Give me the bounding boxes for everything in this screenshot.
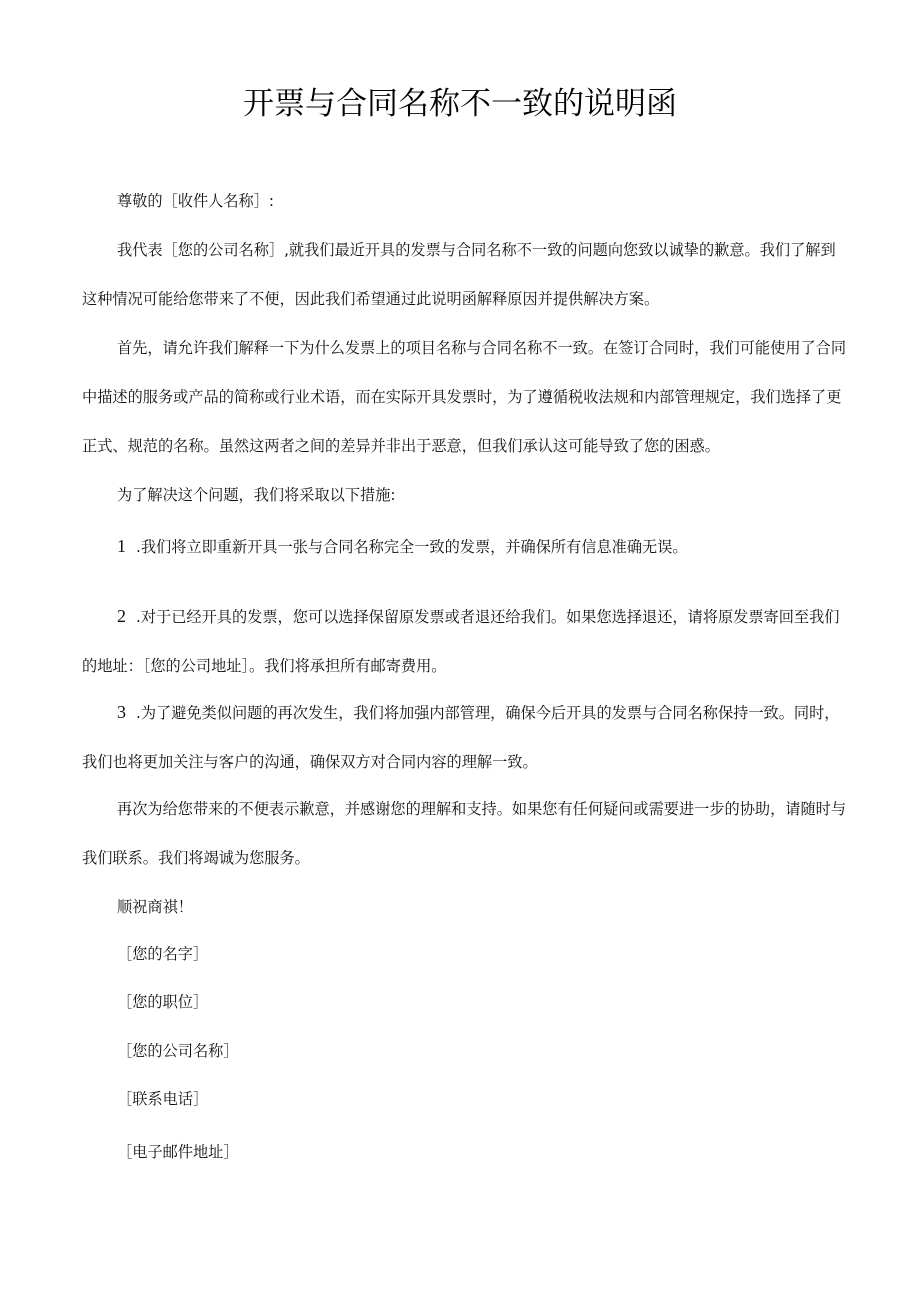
measure-number: 1 [117,536,126,556]
signature-phone: ［联系电话］ [117,1090,209,1108]
measure-item-1 [82,522,850,572]
regards-line: 顺祝商祺！ [117,898,193,916]
measure-item-2 [82,592,850,691]
measure-text: .对于已经开具的发票，您可以选择保留原发票或者退还给我们。如果您选择退还，请将原发票寄回至我们的地址：［您的公司地址］。我们将承担所有邮寄费用。 [82,608,840,675]
measure-text: .为了避免类似问题的再次发生，我们将加强内部管理，确保今后开具的发票与合同名称保持一致。同时，我们也将更加关注与客户的沟通，确保双方对合同内容的理解一致。 [82,704,840,771]
signature-name: ［您的名字］ [117,945,209,963]
salutation: 尊敬的［收件人名称］: [117,192,274,210]
measure-item-3 [82,688,850,787]
measure-number: 2 [117,606,126,626]
paragraph-closing: 再次为给您带来的不便表示歉意，并感谢您的理解和支持。如果您有任何疑问或需要进一步的协助，请随时与我们联系。我们将竭诚为您服务。 [82,800,846,867]
paragraph-measures-intro: 为了解决这个问题，我们将采取以下措施: [117,486,396,504]
signature-email: ［电子邮件地址］ [117,1143,239,1161]
paragraph-explanation: 首先，请允许我们解释一下为什么发票上的项目名称与合同名称不一致。在签订合同时，我们可能使用了合同中描述的服务或产品的简称或行业术语，而在实际开具发票时，为了遵循税收法规和内部管理规定，我们选择了更正式、规范的名称。虽然这两者之间的差异并非出于恶意，但我们承认这可能导致了您的困惑。 [82,339,846,455]
signature-company: ［您的公司名称］ [117,1042,239,1060]
letter-title: 开票与合同名称不一致的说明函 [243,86,677,122]
measure-text: .我们将立即重新开具一张与合同名称完全一致的发票，并确保所有信息准确无误。 [136,538,688,556]
measure-number: 3 [117,702,126,722]
paragraph-apology: 我代表［您的公司名称］,就我们最近开具的发票与合同名称不一致的问题向您致以诚挚的歉意。我们了解到这种情况可能给您带来了不便，因此我们希望通过此说明函解释原因并提供解决方案。 [82,241,836,308]
signature-position: ［您的职位］ [117,993,209,1011]
